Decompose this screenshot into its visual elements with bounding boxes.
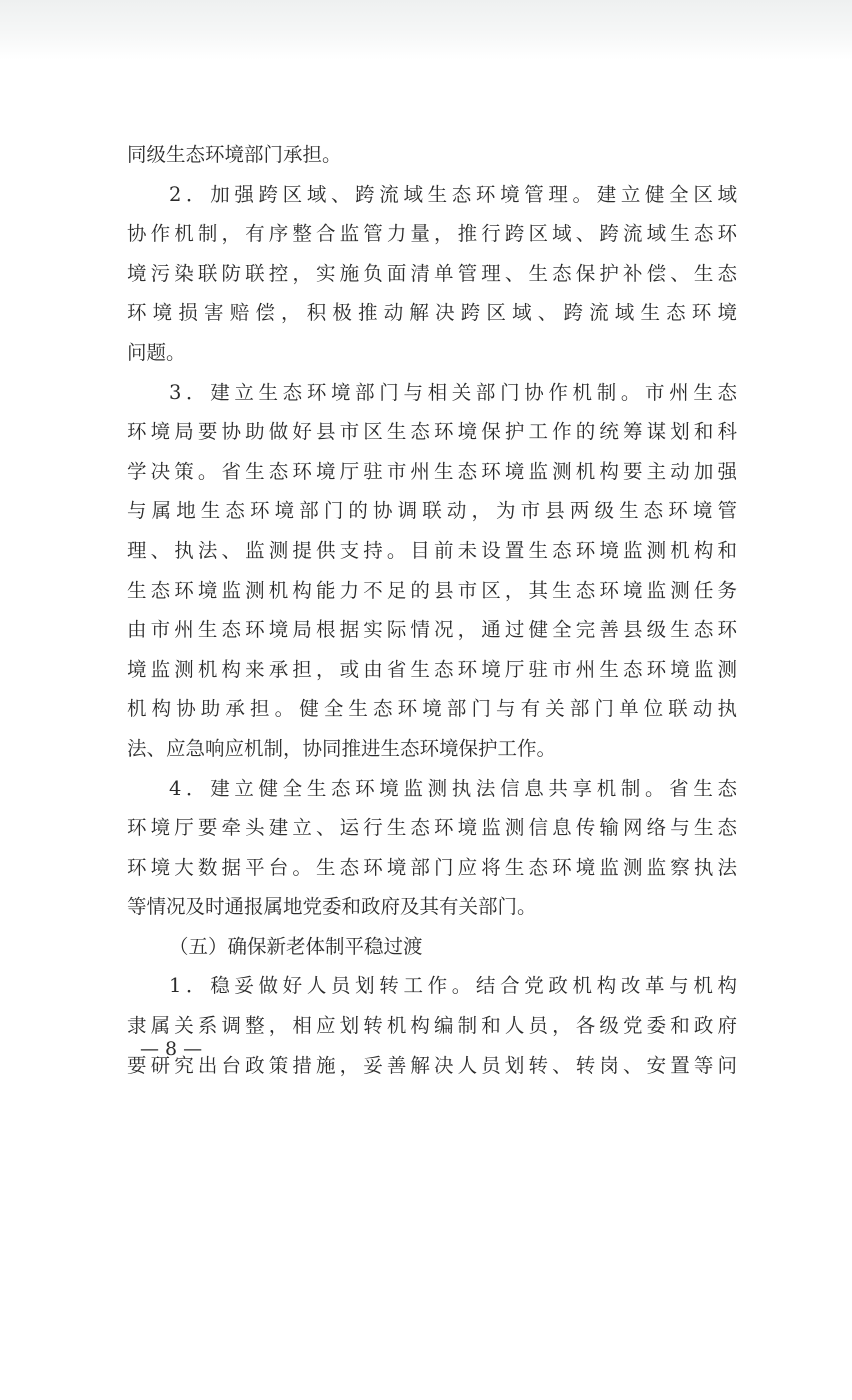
text-line: 协作机制，有序整合监管力量，推行跨区域、跨流域生态环: [127, 222, 737, 246]
text-line: 3．建立生态环境部门与相关部门协作机制。市州生态: [169, 380, 737, 404]
text-line: 等情况及时通报属地党委和政府及其有关部门。: [127, 895, 537, 919]
scan-shadow: [0, 0, 852, 60]
text-line: 机构协助承担。健全生态环境部门与有关部门单位联动执: [127, 697, 737, 721]
text-line: 境污染联防联控，实施负面清单管理、生态保护补偿、生态: [127, 261, 737, 285]
text-line: 理、执法、监测提供支持。目前未设置生态环境监测机构和: [127, 538, 737, 562]
text-line: 由市州生态环境局根据实际情况，通过健全完善县级生态环: [127, 618, 737, 642]
text-line: 环境厅要牵头建立、运行生态环境监测信息传输网络与生态: [127, 816, 737, 840]
text-line: 法、应急响应机制，协同推进生态环境保护工作。: [127, 736, 557, 760]
text-line: 生态环境监测机构能力不足的县市区，其生态环境监测任务: [127, 578, 737, 602]
text-line: 学决策。省生态环境厅驻市州生态环境监测机构要主动加强: [127, 459, 737, 483]
text-line: 2．加强跨区域、跨流域生态环境管理。建立健全区域: [169, 182, 737, 206]
document-body: [127, 135, 737, 1085]
text-line: 环境大数据平台。生态环境部门应将生态环境监测监察执法: [127, 855, 737, 879]
page-number: — 8 —: [140, 1038, 203, 1060]
text-line: 1．稳妥做好人员划转工作。结合党政机构改革与机构: [169, 974, 737, 998]
text-line: 要研究出台政策措施，妥善解决人员划转、转岗、安置等问: [127, 1053, 737, 1077]
text-line: 隶属关系调整，相应划转机构编制和人员，各级党委和政府: [127, 1014, 737, 1038]
text-line: 4．建立健全生态环境监测执法信息共享机制。省生态: [169, 776, 737, 800]
text-line: 同级生态环境部门承担。: [127, 143, 342, 166]
text-line: 境监测机构来承担，或由省生态环境厅驻市州生态环境监测: [127, 657, 737, 681]
text-line: 与属地生态环境部门的协调联动，为市县两级生态环境管: [127, 499, 737, 523]
text-line: 环境局要协助做好县市区生态环境保护工作的统筹谋划和科: [127, 420, 737, 444]
text-line: 环境损害赔偿，积极推动解决跨区域、跨流域生态环境: [127, 301, 737, 325]
text-line: （五）确保新老体制平稳过渡: [169, 934, 423, 958]
text-line: 问题。: [127, 340, 186, 364]
